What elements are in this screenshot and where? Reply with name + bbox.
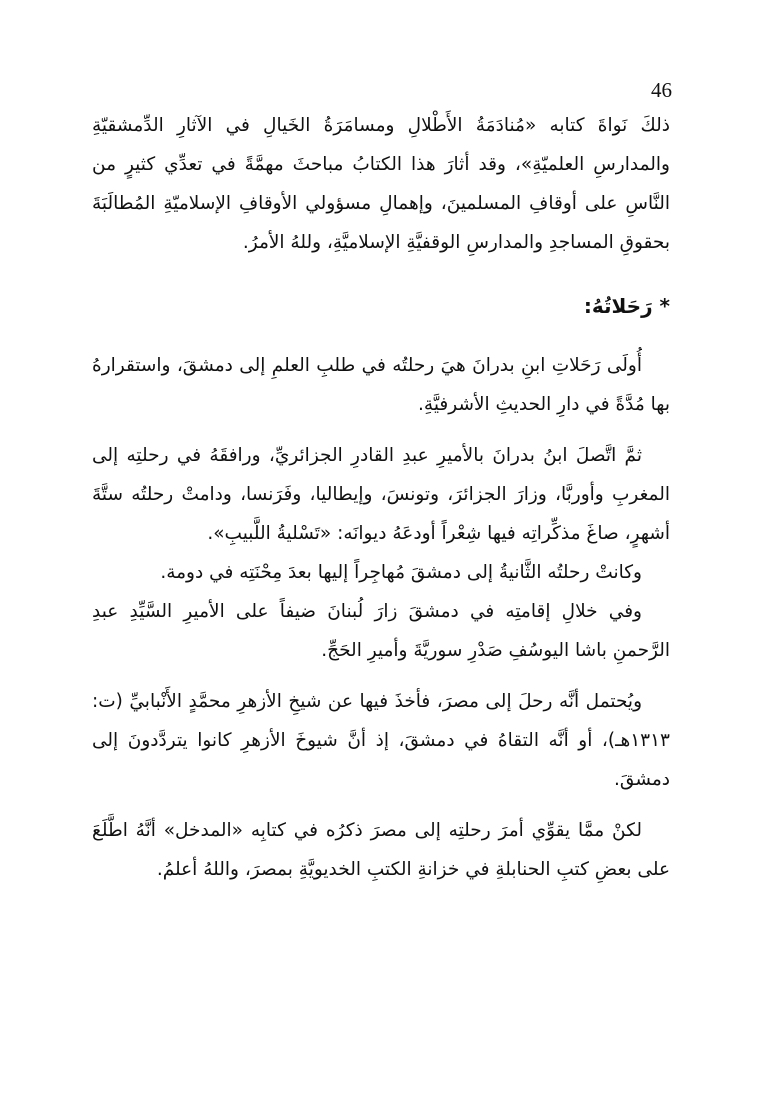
paragraph-kitab-munadamat: ذلكَ نَواةَ كتابه «مُنادَمَةُ الأَطْلالِ ومسامَرَةُ الخَيالِ في الآثارِ الدِّمشقيّةِ والمدارسِ العلميّةِ»، وقد أثارَ هذا الكتابُ مباحثَ مهمَّةً في تعدِّي كثيرٍ من النَّاسِ على أوقافِ المسلمينَ، وإهمالِ مسؤولي الأوقافِ الإسلاميّةِ المُطالَبَةَ بحقوقِ المساجدِ والمدارسِ الوقفيَّةِ الإسلاميَّةِ، وللهُ الأمرُ.	[92, 115, 670, 253]
page-number: 46	[651, 78, 672, 102]
section-heading-rahalatuh: * رَحَلاتُهُ:	[583, 294, 670, 318]
paragraph-egypt-evidence: لكنْ ممَّا يقوِّي أمرَ رحلتِه إلى مصرَ ذكرُه في كتابِه «المدخل» أنَّهُ اطَّلَعَ على بعضِ كتبِ الحنابلةِ في خزانةِ الكتبِ الخديويَّةِ بمصرَ، واللهُ أعلمُ.	[92, 820, 670, 880]
page-body	[92, 106, 670, 889]
paragraph-lebanon-visit: وفي خلالِ إقامتِه في دمشقَ زارَ لُبنانَ ضيفاً على الأميرِ السَّيِّدِ عبدِ الرَّحمنِ باشا اليوسُفِ صَدْرِ سوريَّةَ وأميرِ الحَجِّ.	[92, 601, 670, 661]
paragraph-second-journey: وكانتْ رحلتُه الثَّانيةُ إلى دمشقَ مُهاجِراً إليها بعدَ مِحْنَتِه في دومة.	[160, 562, 642, 583]
paragraph-europe-journey: ثمَّ اتَّصلَ ابنُ بدرانَ بالأميرِ عبدِ القادرِ الجزائريِّ، ورافقَهُ في رحلتِه إلى المغربِ وأوربَّا، وزارَ الجزائرَ، وتونسَ، وإيطاليا، وفَرَنسا، ودامتْ رحلتُه ستَّةَ أشهرٍ، صاغَ مذكِّراتِه فيها شِعْراً أودعَهُ ديوانَه: «تَسْليةُ اللَّبيبِ».	[92, 445, 670, 544]
paragraph-egypt-possibility: ويُحتمل أنَّه رحلَ إلى مصرَ، فأخذَ فيها عن شيخِ الأزهرِ محمَّدٍ الأَنْبابيِّ (ت: ١٣١٣هـ)، أو أنَّه التقاهُ في دمشقَ، إذ أنَّ شيوخَ الأزهرِ كانوا يتردَّدونَ إلى دمشقَ.	[92, 691, 670, 790]
paragraph-first-journey: أُولَى رَحَلاتِ ابنِ بدرانَ هيَ رحلتُه في طلبِ العلمِ إلى دمشقَ، واستقرارهُ بها مُدَّةً في دارِ الحديثِ الأشرفيَّةِ.	[92, 355, 670, 415]
